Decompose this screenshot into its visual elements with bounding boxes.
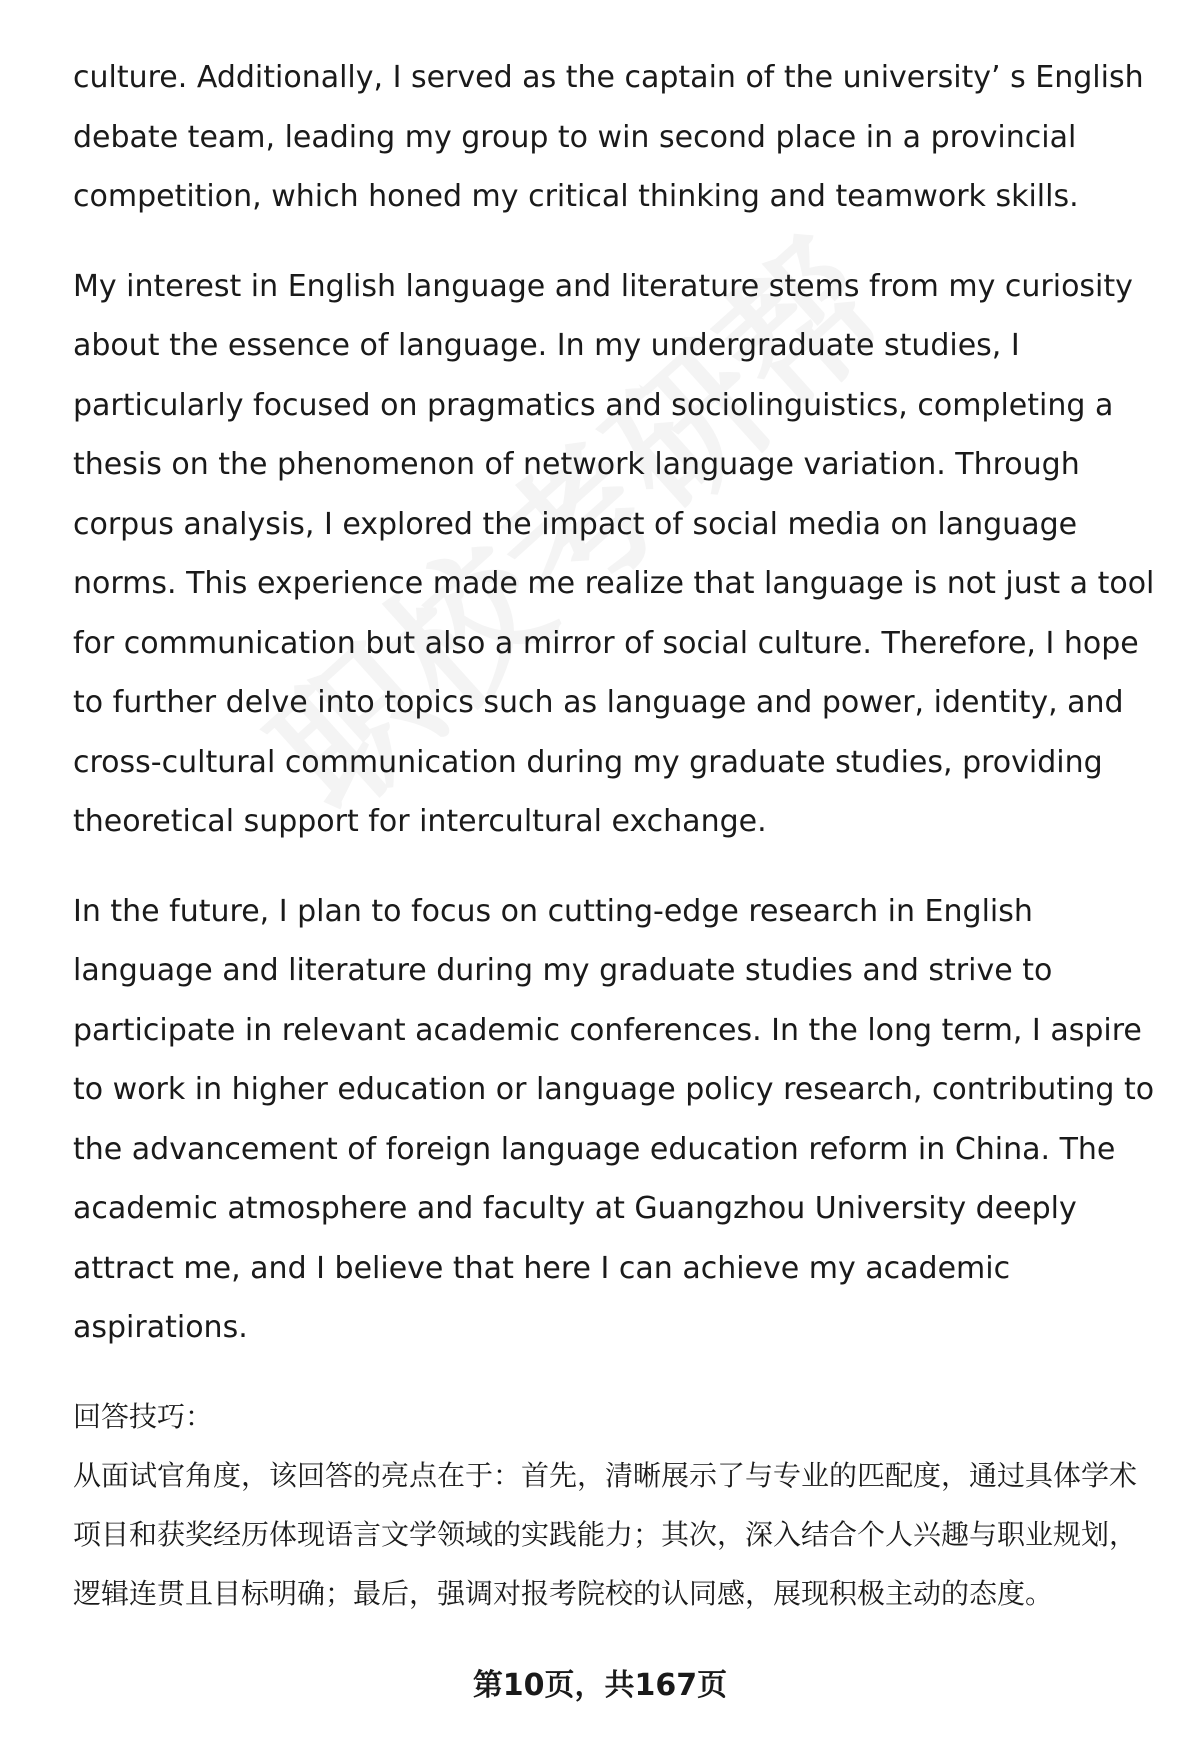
document-content	[73, 48, 1158, 1623]
paragraph-2: My interest in English language and literature stems from my curiosity about the essence of language. In my undergraduate studies, I particularly focused on pragmatics and sociolinguistics, completing a thesis on the phenomenon of network language variation. Through corpus analysis, I explored the impact of social media on language norms. This experience made me realize that language is not just a tool for communication but also a mirror of social culture. Therefore, I hope to further delve into topics such as language and power, identity, and cross-cultural communication during my graduate studies, providing theoretical support for intercultural exchange.	[73, 268, 1155, 839]
paragraph-1: culture. Additionally, I served as the captain of the university’ s English debate team, leading my group to win second place in a provincial competition, which honed my critical thinking and teamwork skills.	[73, 60, 1144, 214]
answer-tips-body: 从面试官角度，该回答的亮点在于：首先，清晰展示了与专业的匹配度，通过具体学术项目和获奖经历体现语言文学领域的实践能力；其次，深入结合个人兴趣与职业规划，逻辑连贯且目标明确；最后，强调对报考院校的认同感，展现积极主动的态度。	[73, 1458, 1138, 1610]
page-number-footer: 第10页，共167页	[472, 1668, 728, 1703]
answer-tips-title: 回答技巧：	[73, 1399, 214, 1433]
paragraph-3: In the future, I plan to focus on cutting-edge research in English language and literature during my graduate studies and strive to participate in relevant academic conferences. In the long term, I aspire to work in higher education or language policy research, contributing to the advancement of foreign language education reform in China. The academic atmosphere and faculty at Guangzhou University deeply attract me, and I believe that here I can achieve my academic aspirations.	[73, 893, 1155, 1345]
answer-tips-section	[73, 1388, 1158, 1623]
